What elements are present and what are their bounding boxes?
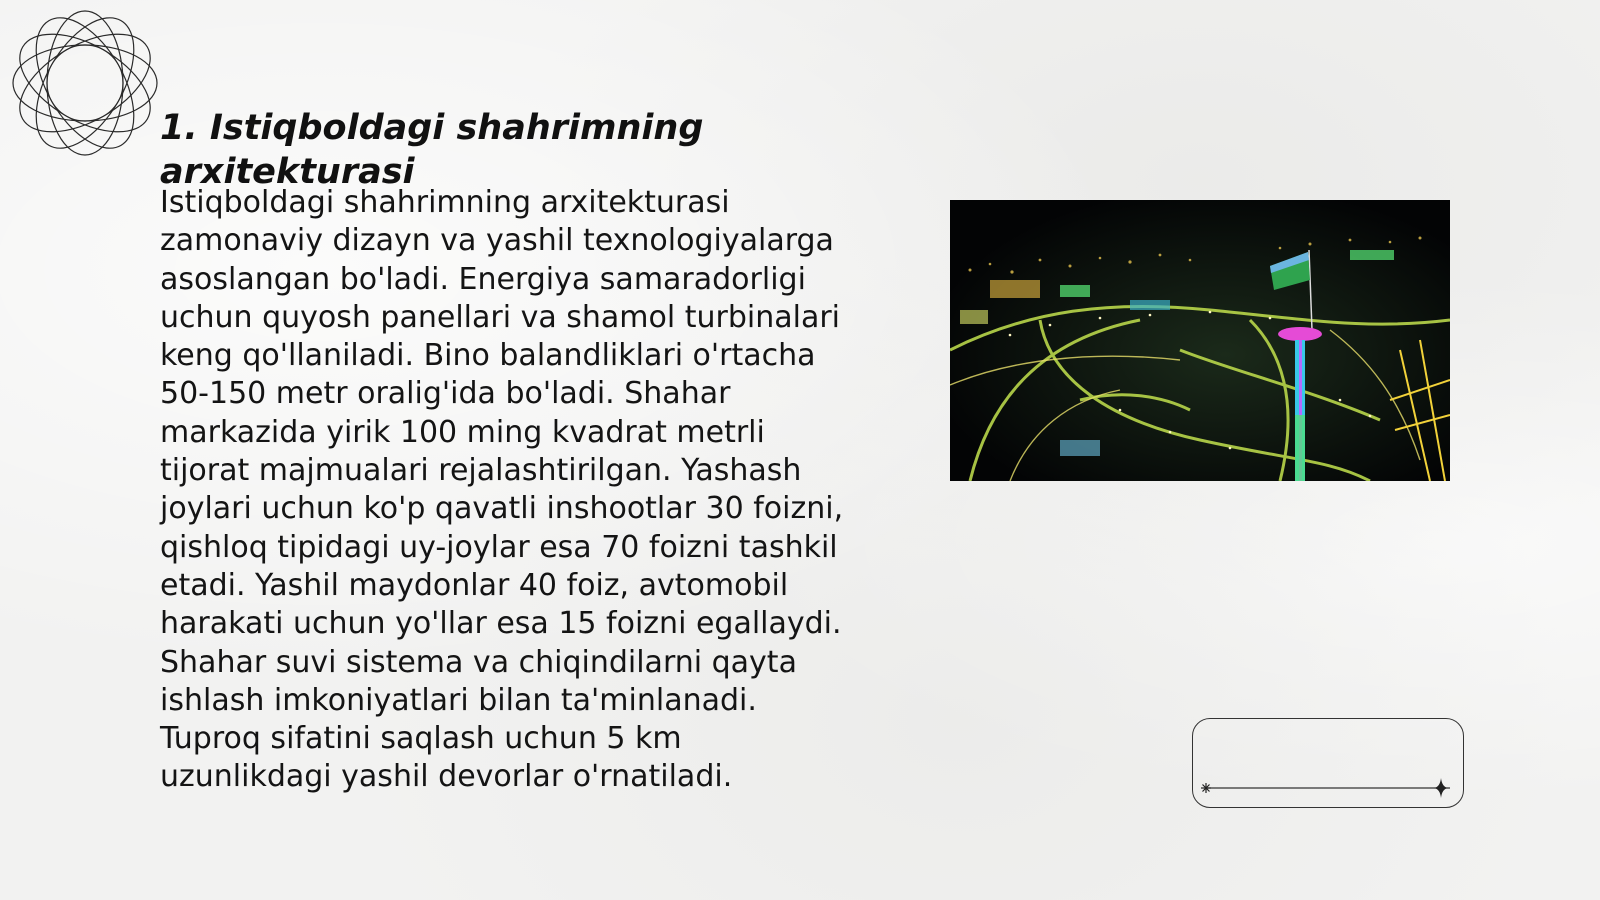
decorative-line — [1200, 776, 1458, 800]
city-night-aerial-photo — [950, 200, 1450, 481]
slide-title: 1. Istiqboldagi shahrimning arxitekturasi — [160, 108, 704, 192]
starburst-icon — [1201, 783, 1211, 793]
circular-lines-ornament-icon — [10, 8, 160, 158]
slide-body-text: Istiqboldagi shahrimning arxitekturasi zamonaviy dizayn va yashil texnologiyalarga asoslangan bo'ladi. Energiya samaradorligi uchun quyosh panellari va shamol turbinalari keng qo'llaniladi. Bino balandliklari o'rtacha 50-150 metr oralig'ida bo'ladi. Shahar markazida yirik 100 ming kvadrat metrli tijorat majmualari rejalashtirilgan. Yashash joylari uchun ko'p qavatli inshootlar 30 foizni, qishloq tipidagi uy-joylar esa 70 foizni tashkil etadi. Yashil maydonlar 40 foiz, avtomobil harakati uchun yo'llar esa 15 foizni egallaydi. Shahar suvi sistema va chiqindilarni qayta ishlash imkoniyatlari bilan ta'minlanadi. Tuproq sifatini saqlash uchun 5 km uzunlikdagi yashil devorlar o'rnatiladi. — [160, 185, 844, 795]
sparkle-icon — [1434, 778, 1448, 798]
